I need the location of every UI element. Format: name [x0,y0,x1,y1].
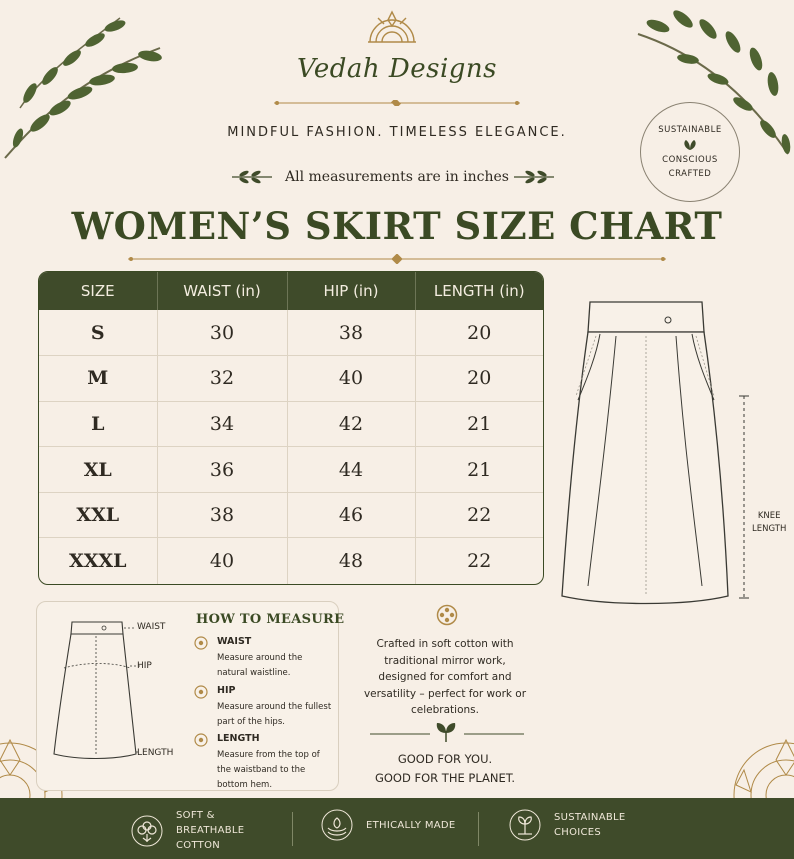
title-divider [128,254,666,264]
skirt-illustration [556,296,792,612]
header-hip: HIP (in) [287,272,415,310]
hip-cell: 40 [287,356,415,402]
tagline: MINDFUL FASHION. TIMELESS ELEGANCE. [227,125,567,140]
table-row [39,447,543,493]
waist-cell: 34 [157,401,287,447]
how-item-heading: LENGTH [217,733,260,744]
size-cell: L [39,401,157,447]
product-description: Crafted in soft cotton with traditional mirror work, designed for comfort and versatility – perfect for work or celebrations. [363,638,527,716]
table-header-row [39,272,543,310]
how-item-desc: Measure from the top of the waistband to the bottom hem. [217,750,320,790]
length-cell: 20 [415,310,543,356]
hands-leaf-icon [320,808,354,842]
good-divider [370,733,524,735]
knee-length-label [752,510,786,536]
length-cell: 21 [415,447,543,493]
size-cell: XXL [39,492,157,538]
table-row [39,538,543,584]
length-cell: 22 [467,550,492,573]
hip-cell: 48 [287,538,415,584]
feature-sustainable [508,808,626,842]
measurement-note: All measurements are in inches [285,169,509,185]
header-waist: WAIST (in) [157,272,287,310]
good-line1: GOOD FOR YOU. [397,752,493,766]
leaf-circle-icon [508,808,542,842]
hip-cell: 46 [287,492,415,538]
hip-cell: 44 [287,447,415,493]
feature-line: BREATHABLE [176,825,245,836]
knee-label-line1: KNEE [757,511,781,521]
feature-line: SUSTAINABLE [554,812,626,823]
table-row [39,310,543,356]
table-row [39,401,543,447]
how-to-measure-title: HOW TO MEASURE [196,612,345,627]
waist-cell: 40 [157,538,287,584]
size-chart-table [38,271,544,585]
badge-top: SUSTAINABLE [658,125,722,135]
hip-cell: 42 [287,401,415,447]
footer-divider [292,812,293,846]
feature-line: CHOICES [554,827,602,838]
waist-cell: 36 [157,447,287,493]
length-cell: 20 [415,356,543,402]
good-for-you-text [352,750,538,788]
size-cell: S [39,310,157,356]
how-item-heading: WAIST [217,636,252,647]
how-item-desc: Measure around the natural waistline. [217,653,303,678]
how-item-heading: HIP [217,685,236,696]
flower-bullet-icon [194,685,208,699]
header-length: LENGTH (in) [415,272,543,310]
size-cell: XL [39,447,157,493]
footer-divider [478,812,479,846]
knee-label-line2: LENGTH [752,524,787,534]
badge-bottom: CRAFTED [668,169,712,179]
sustainable-badge [640,102,740,202]
length-cell: 21 [415,401,543,447]
waist-cell: 32 [157,356,287,402]
hip-cell: 38 [287,310,415,356]
feature-cotton [130,808,244,853]
leaf-branch-left-icon [0,8,170,168]
length-cell: 22 [415,492,543,538]
badge-mid: CONSCIOUS [662,155,718,165]
cotton-icon [130,814,164,848]
leaf-ornament-right-icon [512,170,554,184]
feature-ethical [320,808,456,842]
feature-text [554,810,626,840]
good-line2: GOOD FOR THE PLANET. [374,771,516,785]
table-row [39,492,543,538]
sprout-icon [434,721,458,743]
waist-cell: 30 [157,310,287,356]
feature-line: SOFT & [176,810,215,821]
flower-bullet-icon [194,636,208,650]
waist-label: WAIST [137,622,166,632]
header-size: SIZE [39,272,157,310]
hip-label: HIP [137,661,152,671]
feature-text [176,808,244,853]
feature-line: COTTON [176,840,221,851]
table-row [39,356,543,402]
waist-cell: 38 [157,492,287,538]
mandala-right-icon [714,700,794,800]
brand-divider [274,100,520,106]
size-cell: M [39,356,157,402]
flower-bullet-icon [194,733,208,747]
size-cell: XXXL [39,538,157,584]
how-item-desc: Measure around the fullest part of the hips. [217,702,332,727]
brand-logo-icon [364,8,420,46]
brand-name: Vedah Designs [296,54,498,84]
measure-skirt-illustration [44,618,174,766]
leaf-icon [683,139,697,151]
page-title: WOMEN’S SKIRT SIZE CHART [71,204,723,248]
flower-emblem-icon [436,604,458,626]
feature-text: ETHICALLY MADE [366,819,456,831]
length-label: LENGTH [137,748,174,758]
